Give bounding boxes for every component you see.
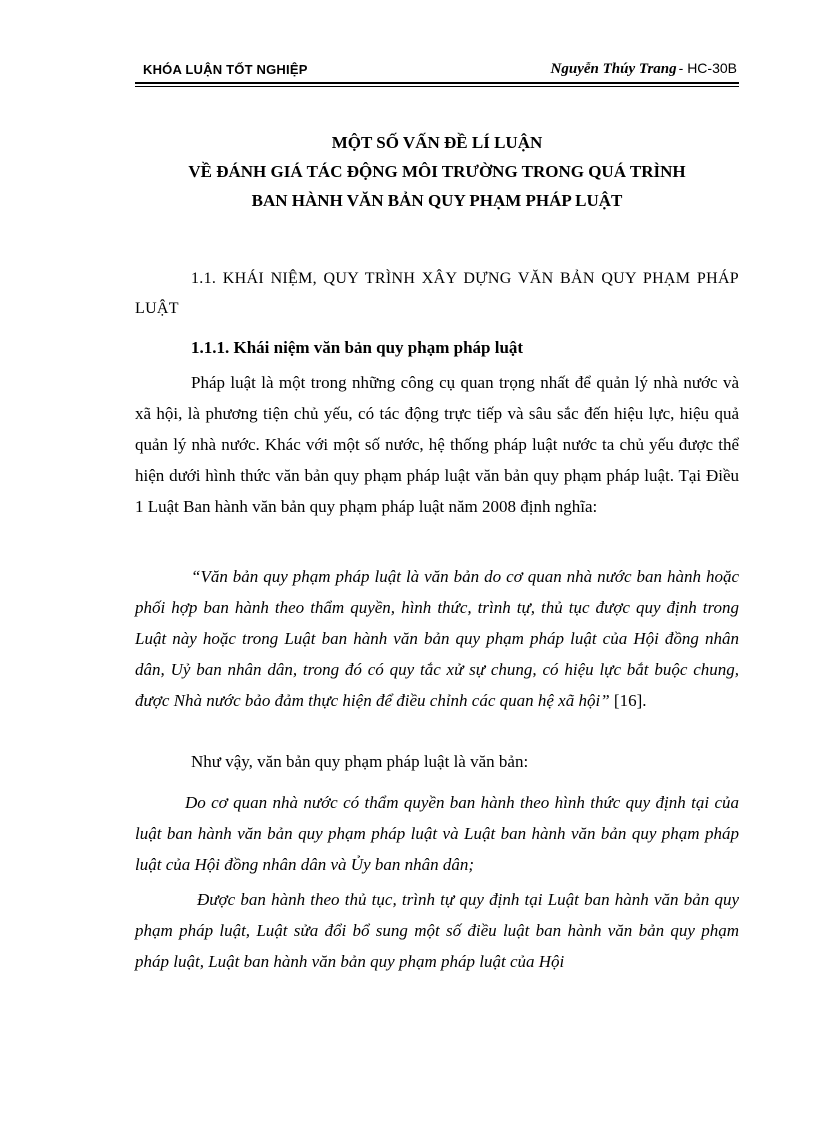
chapter-title-line-1: MỘT SỐ VẤN ĐỀ LÍ LUẬN bbox=[331, 133, 543, 152]
criteria-paragraph-1: Do cơ quan nhà nước có thẩm quyền ban hành theo hình thức quy định tại của luật ban hành văn bản quy phạm pháp luật và Luật ban hành văn bản quy phạm pháp luật của Hội đồng nhân dân và Ủy ban nhân dân; bbox=[135, 793, 739, 874]
header-divider bbox=[135, 82, 739, 84]
chapter-title bbox=[135, 128, 739, 215]
quote-paragraph bbox=[135, 561, 739, 716]
header-divider-thin bbox=[135, 86, 739, 87]
criteria-paragraph-2: Được ban hành theo thủ tục, trình tự quy định tại Luật ban hành văn bản quy phạm pháp luật, Luật sửa đổi bổ sung một số điều luật ban hành văn bản quy phạm pháp luật, Luật ban hành văn bản quy phạm pháp luật của Hội bbox=[135, 890, 739, 971]
subsection-heading: 1.1.1. Khái niệm văn bản quy phạm pháp luật bbox=[191, 338, 524, 357]
page-header bbox=[135, 58, 739, 82]
quote-text: “Văn bản quy phạm pháp luật là văn bản do cơ quan nhà nước ban hành hoặc phối hợp ban hành theo thẩm quyền, hình thức, trình tự, thủ tục được quy định trong Luật này hoặc trong Luật ban hành văn bản quy phạm pháp luật của Hội đồng nhân dân, Uỷ ban nhân dân, trong đó có quy tắc xử sự chung, có hiệu lực bắt buộc chung, được Nhà nước bảo đảm thực hiện để điều chỉnh các quan hệ xã hội” bbox=[135, 567, 739, 710]
header-class-code: - HC-30B bbox=[678, 60, 737, 76]
header-author: Nguyễn Thúy Trang bbox=[550, 61, 677, 77]
header-author-class bbox=[551, 60, 737, 78]
header-thesis-label: KHÓA LUẬN TỐT NGHIỆP bbox=[143, 62, 308, 77]
citation-ref: [16]. bbox=[609, 691, 647, 710]
section-heading: 1.1. KHÁI NIỆM, QUY TRÌNH XÂY DỰNG VĂN BẢN QUY PHẠM PHÁP LUẬT bbox=[135, 270, 739, 317]
chapter-title-line-3: BAN HÀNH VĂN BẢN QUY PHẠM PHÁP LUẬT bbox=[251, 191, 623, 210]
body-paragraph-2: Như vậy, văn bản quy phạm pháp luật là văn bản: bbox=[191, 752, 529, 771]
body-paragraph-1: Pháp luật là một trong những công cụ quan trọng nhất để quản lý nhà nước và xã hội, là phương tiện chủ yếu, có tác động trực tiếp và sâu sắc đến hiệu lực, hiệu quả quản lý nhà nước. Khác với một số nước, hệ thống pháp luật nước ta chủ yếu được thể hiện dưới hình thức văn bản quy phạm pháp luật văn bản quy phạm pháp luật. Tại Điều 1 Luật Ban hành văn bản quy phạm pháp luật năm 2008 định nghĩa: bbox=[135, 373, 739, 516]
chapter-title-line-2: VỀ ĐÁNH GIÁ TÁC ĐỘNG MÔI TRƯỜNG TRONG QUÁ TRÌNH bbox=[188, 162, 686, 181]
